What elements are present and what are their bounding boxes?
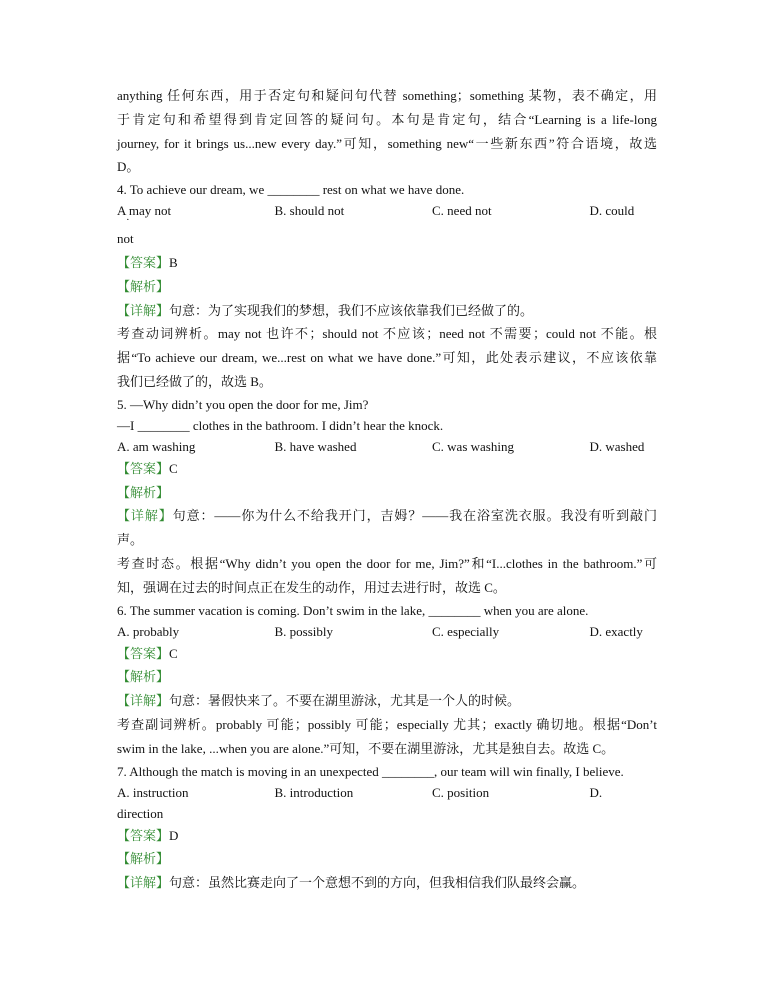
detail-line: 考查动词辨析。may not 也许不；should not 不应该；need not 不需要；could not 不能。根 <box>117 326 657 342</box>
text-line: journey, for it brings us...new every day.”可知，something new“一些新东西”符合语境，故选 <box>117 135 657 151</box>
analysis-line <box>117 481 657 505</box>
option-d: D. washed <box>589 438 645 454</box>
text-line: D。 <box>117 159 140 175</box>
detail-line: 我们已经做了的，故选 B。 <box>117 373 272 389</box>
text-line: anything 任何东西，用于否定句和疑问句代替 something；something 某物，表不确定，用 <box>117 88 657 103</box>
option-b: B. introduction <box>274 784 354 800</box>
detail-label: 【详解】 <box>117 876 170 892</box>
option-d-wrap: direction <box>117 805 164 821</box>
option-a: A may not · <box>117 200 275 221</box>
question-4-options <box>117 200 657 221</box>
answer-label: 【答案】 <box>117 646 170 662</box>
document-body <box>117 84 657 895</box>
detail-line <box>117 504 657 528</box>
answer-line <box>117 642 657 666</box>
option-c: C. was washing <box>432 438 514 454</box>
option-b: B. should not <box>274 203 345 219</box>
option-d-wrap: not <box>117 231 134 247</box>
analysis-label: 【解析】 <box>117 279 170 295</box>
detail-line: 据“To achieve our dream, we...rest on what we have done.”可知，此处表示建议，不应该依靠 <box>117 350 657 366</box>
detail-label: 【详解】 <box>117 303 170 319</box>
text-line: 于肯定句和希望得到肯定回答的疑问句。本句是肯定句，结合“Learning is a life-long <box>117 111 657 127</box>
answer-value: D <box>169 827 179 843</box>
detail-text: 句意：——你为什么不给我开门，吉姆？——我在浴室洗衣服。我没有听到敲门 <box>172 508 657 524</box>
detail-line: 考查副词辨析。probably 可能；possibly 可能；especially 尤其；exactly 确切地。根据“Don’t <box>117 716 657 732</box>
option-d: D. exactly <box>589 623 643 639</box>
question-6-options <box>117 621 657 642</box>
option-a: A. am washing <box>117 438 196 454</box>
option-a: A. instruction <box>117 784 189 800</box>
question-5-stem: 5. —Why didn’t you open the door for me, Jim? <box>117 396 369 412</box>
detail-line <box>117 299 657 323</box>
answer-label: 【答案】 <box>117 828 170 844</box>
answer-line <box>117 824 657 848</box>
option-c: C. position <box>432 784 490 800</box>
answer-value: B <box>169 254 178 270</box>
question-4-stem: 4. To achieve our dream, we ________ rest on what we have done. <box>117 182 465 198</box>
option-a: A. probably <box>117 623 180 639</box>
analysis-line <box>117 275 657 299</box>
option-d: D. could <box>589 203 635 219</box>
analysis-line <box>117 665 657 689</box>
detail-line: 声。 <box>117 532 144 548</box>
detail-text: 句意：暑假快来了。不要在湖里游泳，尤其是一个人的时候。 <box>169 693 521 709</box>
analysis-label: 【解析】 <box>117 670 170 686</box>
option-c: C. need not <box>432 203 492 219</box>
question-7-stem: 7. Although the match is moving in an unexpected ________, our team will win finally, I believe. <box>117 763 624 779</box>
question-5-stem-2: —I ________ clothes in the bathroom. I didn’t hear the knock. <box>117 417 444 433</box>
answer-line <box>117 457 657 481</box>
answer-value: C <box>169 645 178 661</box>
detail-label: 【详解】 <box>117 509 173 525</box>
detail-text: 句意：虽然比赛走向了一个意想不到的方向，但我相信我们队最终会赢。 <box>169 875 586 891</box>
option-d: D. <box>589 784 603 800</box>
option-b: B. possibly <box>274 623 334 639</box>
detail-line <box>117 871 657 895</box>
answer-value: C <box>169 460 178 476</box>
answer-label: 【答案】 <box>117 255 170 271</box>
detail-text: 句意：为了实现我们的梦想，我们不应该依靠我们已经做了的。 <box>169 302 534 318</box>
answer-label: 【答案】 <box>117 461 170 477</box>
detail-label: 【详解】 <box>117 694 170 710</box>
detail-line: swim in the lake, ...when you are alone.”可知，不要在湖里游泳，尤其是独自去。故选 C。 <box>117 740 615 756</box>
answer-line <box>117 251 657 275</box>
question-7-options <box>117 782 657 803</box>
detail-line: 知，强调在过去的时间点正在发生的动作，用过去进行时，故选 C。 <box>117 579 506 595</box>
analysis-label: 【解析】 <box>117 852 170 868</box>
question-5-options <box>117 436 657 457</box>
option-c: C. especially <box>432 623 500 639</box>
detail-line: 考查时态。根据“Why didn’t you open the door for me, Jim?”和“I...clothes in the bathroom.”可 <box>117 555 657 571</box>
option-b: B. have washed <box>274 438 357 454</box>
analysis-line <box>117 847 657 871</box>
question-6-stem: 6. The summer vacation is coming. Don’t swim in the lake, ________ when you are alone. <box>117 602 589 618</box>
detail-line <box>117 689 657 713</box>
analysis-label: 【解析】 <box>117 485 170 501</box>
